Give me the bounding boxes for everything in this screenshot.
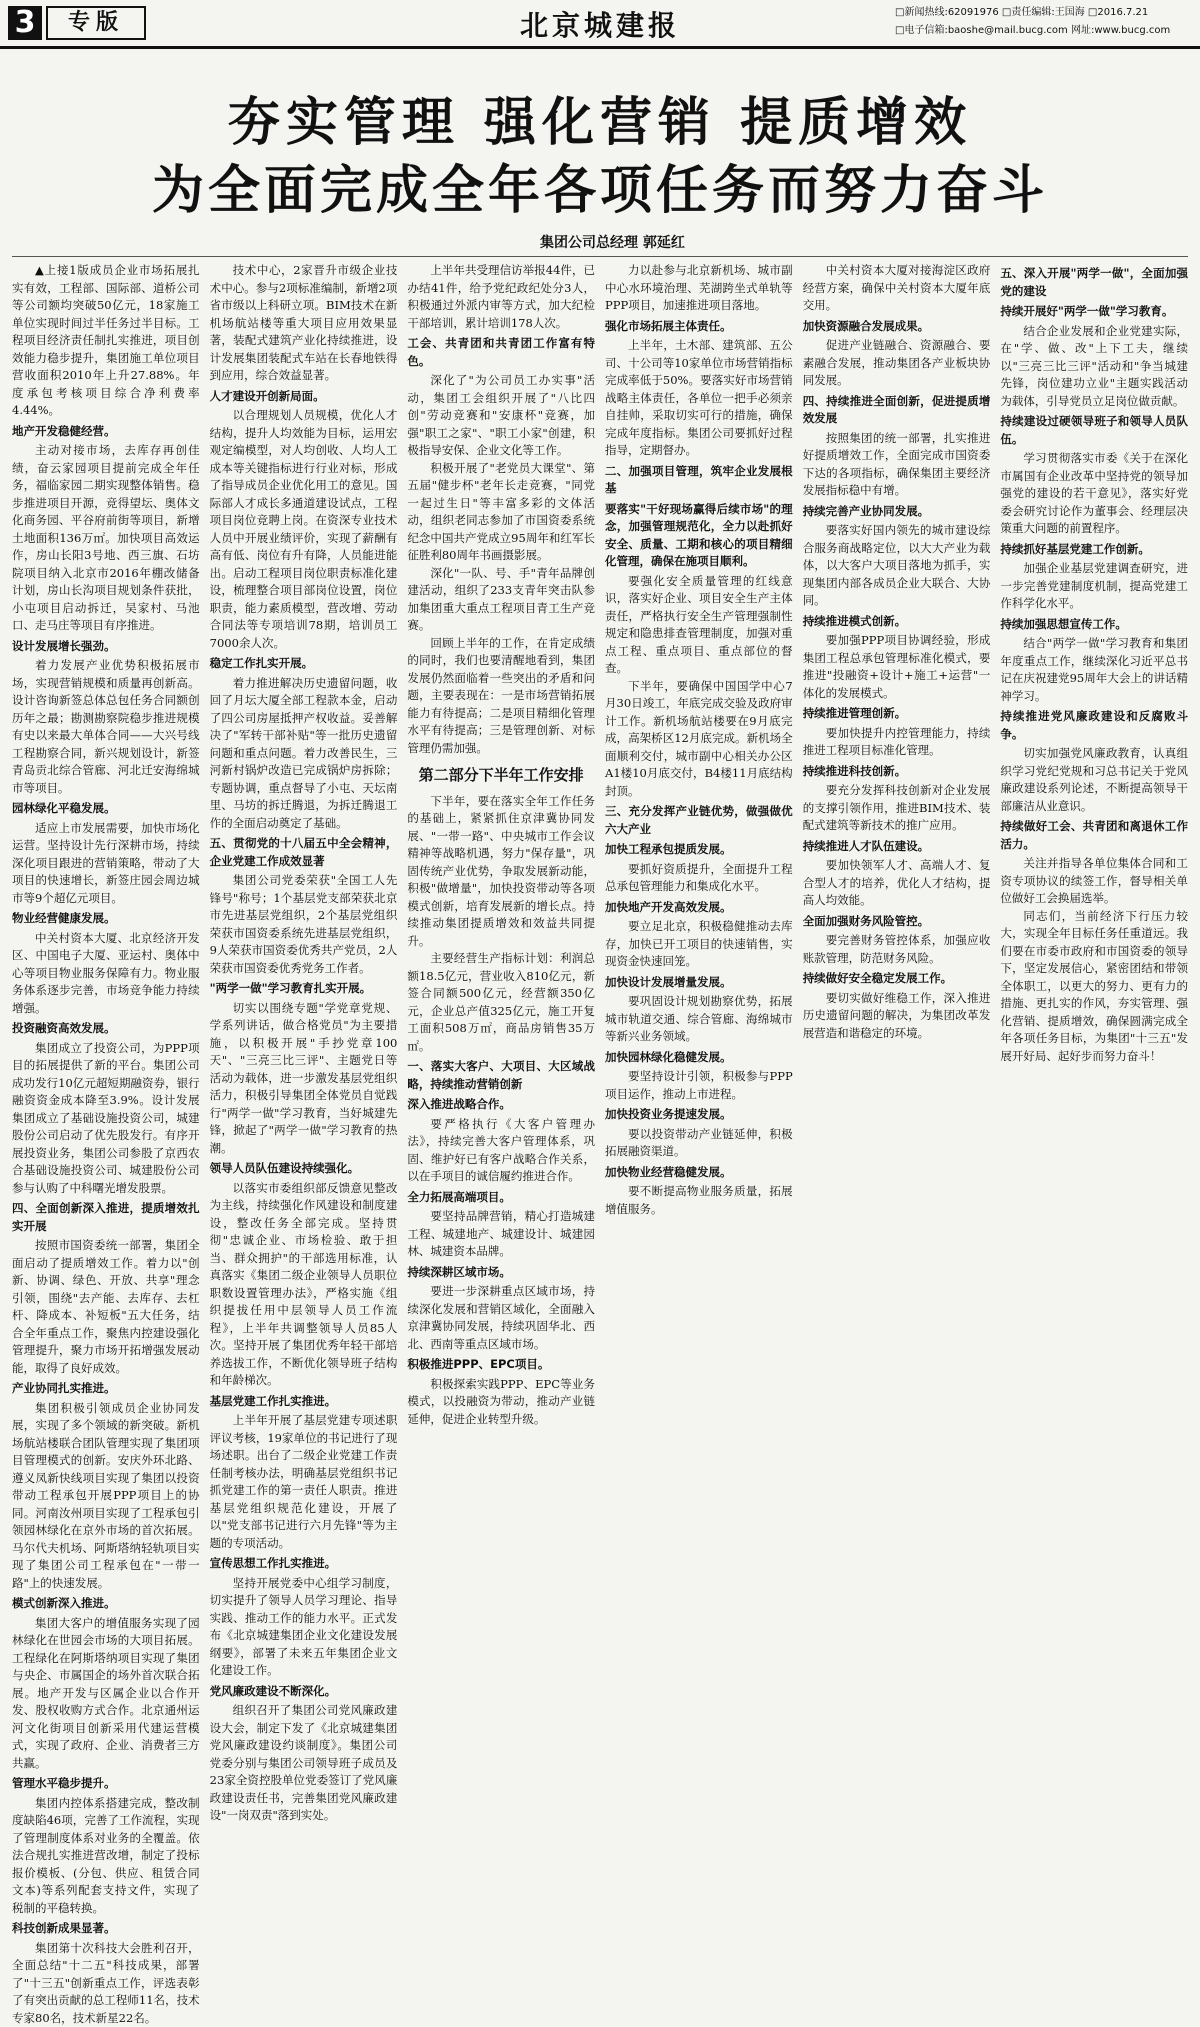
text-column-1 [12,262,200,1712]
subheading: 加快设计发展增量发展。 [605,974,793,992]
paragraph: 主动对接市场，去库存再创佳绩，奋云家园项目提前完成全年任务，福临家园二期实现整体销售。稳步推进项目开源，竞得望坛、奥体文化商务园、平谷府前街等项目，新增土地面积136万㎡。加快项目高效运作，房山长阳3号地、西三旗、石坊院项目纳入北京市2016年棚改储备计划，房山长沟项目规划条件获批，小屯项目启动拆迁，吴家村、马池口、走马庄等项目有序推进。 [12,442,200,635]
subheading: 持续推进党风廉政建设和反腐败斗争。 [1000,708,1188,743]
paragraph: 同志们，当前经济下行压力较大，实现全年目标任务任重道远。我们要在市委市政府和市国资委的领导下，坚定发展信心，紧密团结和带领全体职工，以更大的努力、更有力的措施、更扎实的作风，夯实管理、强化营销、提质增效，确保圆满完成全年各项任务目标，为集团"十三五"发展开好局、起好步而努力奋斗！ [1000,908,1188,1066]
subheading: 加快园林绿化稳健发展。 [605,1049,793,1067]
paragraph: 加强企业基层党建调查研究，进一步完善党建制度机制，提高党建工作科学化水平。 [1000,560,1188,613]
paragraph: 要抓好资质提升，全面提升工程总承包管理能力和集成化水平。 [605,861,793,896]
subheading: 加快工程承包提质发展。 [605,841,793,859]
paragraph: 按照市国资委统一部署，集团全面启动了提质增效工作。着力以"创新、协调、绿色、开放、共享"理念引领，围绕"去产能、去库存、去杠杆、降成本、补短板"五大任务，结合全年重点工作，聚焦内控建设强化管理提升，聚力市场开拓增强发展动能，取得了良好成效。 [12,1237,200,1377]
byline: 集团公司总经理 郭延红 [540,232,685,252]
subheading: 加快物业经营稳健发展。 [605,1164,793,1182]
subheading: 持续推进科技创新。 [803,763,991,781]
subheading: 模式创新深入推进。 [12,1595,200,1613]
paragraph: 回顾上半年的工作，在肯定成绩的同时，我们也要清醒地看到，集团发展仍然面临着一些突出的矛盾和问题，主要表现在：一是市场营销拓展能力有待提高；二是项目精细化管理水平有待提高；三是管理创新、对标管理仍需加强。 [407,635,595,758]
subheading: 加快资源融合发展成果。 [803,318,991,336]
paragraph: 要巩固设计规划勘察优势，拓展城市轨道交通、综合管廊、海绵城市等新兴业务领域。 [605,993,793,1046]
divider [12,256,1188,257]
website[interactable]: 网址:www.bucg.com [1071,25,1170,36]
paragraph: 着力发展产业优势积极拓展市场，实现营销规模和质量再创新高。设计咨询新签总体总包任务合同额创历年之最；勘测勘察院稳步推进规模有史以来最大单体合同——大兴号线工程勘察合同，新兴规划设计，新签青岛贡北综合管廊、河北迁安海绵城市等项目。 [12,657,200,797]
masthead [0,0,1200,49]
subheading: 四、全面创新深入推进，提质增效扎实开展 [12,1200,200,1235]
paragraph: 组织召开了集团公司党风廉政建设大会，制定下发了《北京城建集团党风廉政建设约谈制度》。集团公司党委分别与集团公司领导班子成员及23家全资控股单位党委签订了党风廉政建设责任书，完善集团党风廉政建设"一岗双责"落到实处。 [210,1702,398,1825]
subheading: 强化市场拓展主体责任。 [605,318,793,336]
paragraph: 集团成立了投资公司，为PPP项目的拓展提供了新的平台。集团公司成功发行10亿元超短期融资券，银行融资资金成本降至3.9%。设计发展集团成立了基础设施投资公司，城建股份公司启动了优先股发行。有序开展投资业务，集团公司参股了京西农合基础设施投资公司、城建股份公司参与认购了中科曙光增发股票。 [12,1040,200,1198]
subheading: 二、加强项目管理，筑牢企业发展根基 [605,463,793,498]
paragraph: 积极探索实践PPP、EPC等业务模式，以投融资为带动，推动产业链延伸，促进企业转型升级。 [407,1376,595,1429]
paragraph: 学习贯彻落实市委《关于在深化市属国有企业改革中坚持党的领导加强党的建设的若干意见》，落实好党委会研究讨论作为董事会、经理层决策重大问题的前置程序。 [1000,450,1188,538]
paragraph: ▲上接1版成员企业市场拓展扎实有效，工程部、国际部、道桥公司等公司额均突破50亿元，18家施工单位实现时间过半任务过半目标。工程项目经济责任制扎实推进，项目创效能力稳步提升，集团施工单位项目营收面积2010年上升27.88%。年度承包考核项目综合净利费率4.44%。 [12,262,200,420]
subheading: 深入推进战略合作。 [407,1096,595,1114]
issue-date: □2016.7.21 [1088,7,1148,18]
paragraph: 要坚持品牌营销，精心打造城建工程、城建地产、城建设计、城建园林、城建资本品牌。 [407,1208,595,1261]
subheading: 地产开发稳健经营。 [12,423,200,441]
subheading: 领导人员队伍建设持续强化。 [210,1160,398,1178]
paragraph: 上半年开展了基层党建专项述职评议考核，19家单位的书记进行了现场述职。出台了二级企业党建工作责任制考核办法，明确基层党组织书记抓党建工作的第一责任人职责。推进基层党组织规范化建设，开展了以"党支部书记进行六月先锋"等为主题的专项活动。 [210,1412,398,1552]
subheading: 物业经营健康发展。 [12,910,200,928]
subheading: 五、深入开展"两学一做"，全面加强党的建设 [1000,265,1188,300]
subheading: 要落实"干好现场赢得后续市场"的理念，加强管理规范化，全力以赴抓好安全、质量、工期和核心的项目精细化管理，确保在施项目顺利。 [605,501,793,571]
news-hotline: □新闻热线:62091976 [895,7,999,18]
paragraph: 结合企业发展和企业党建实际，在"学、做、改"上下工夫，继续以"三亮三比三评"活动和"争当城建先锋，岗位建功立业"主题实践活动为载体，引导党员立足岗位做贡献。 [1000,323,1188,411]
subheading: 管理水平稳步提升。 [12,1775,200,1793]
paragraph: 要加快领军人才、高端人才、复合型人才的培养，优化人才结构，提高人均效能。 [803,857,991,910]
subheading: 产业协同扎实推进。 [12,1380,200,1398]
subheading: 持续深耕区域市场。 [407,1264,595,1282]
paragraph: 要严格执行《大客户管理办法》，持续完善大客户管理体系，巩固、维护好已有客户战略合作关系，以在手项目的诚信履约推进合作。 [407,1116,595,1186]
paragraph: 下半年，要在落实全年工作任务的基础上，紧紧抓住京津冀协同发展、"一带一路"、中央城市工作会议精神等战略机遇，努力"保存量"，巩固传统产业优势，争取发展新动能，积极"做增量"，加快投资带动等各项模式创新，培育发展新的增长点。持续推动集团提质增效和效益共同提升。 [407,793,595,951]
paragraph: 以落实市委组织部反馈意见整改为主线，持续强化作风建设和制度建设，整改任务全部完成。坚持贯彻"忠诚企业、市场检验、敢于担当、群众拥护"的干部选用标准，认真落实《集团二级企业领导人员职位职数设置管理办法》，严格实施《组织提拔任用中层领导人员工作流程》，上半年共调整领导人员85人次。坚持开展了集团优秀年轻干部培养选拔工作，不断优化领导班子结构和年龄梯次。 [210,1180,398,1390]
paragraph: 要切实做好维稳工作，深入推进历史遗留问题的解决，为集团改革发展营造和谐稳定的环境。 [803,990,991,1043]
paragraph: 要坚持设计引领，积极参与PPP项目运作，推动上市进程。 [605,1068,793,1103]
section-label: 专版 [46,6,146,40]
paragraph: 集团第十次科技大会胜利召开，全面总结"十二五"科技成果，部署了"十三五"创新重点工作，评选表彰了有突出贡献的总工程师11名，技术专家80名，技术新星22名。 [12,1940,200,2027]
subheading: 投资融资高效发展。 [12,1020,200,1038]
subheading: 工会、共青团和共青团工作富有特色。 [407,335,595,370]
newspaper-name: 北京城建报 [520,4,680,44]
paragraph: 要加快提升内控管理能力，持续推进工程项目标准化管理。 [803,725,991,760]
responsible-editor: □责任编辑:王国海 [1002,7,1085,18]
subheading: 科技创新成果显著。 [12,1920,200,1938]
paragraph: 力以赴参与北京新机场、城市副中心水环境治理、芜湖跨坐式单轨等PPP项目，加速推进项目落地。 [605,262,793,315]
subheading: 第二部分下半年工作安排 [407,767,595,785]
article-body [12,262,1188,1712]
paragraph: 结合"两学一做"学习教育和集团年度重点工作，继续深化习近平总书记在庆祝建党95周年大会上的讲话精神学习。 [1000,635,1188,705]
paragraph: 集团大客户的增值服务实现了园林绿化在世园会市场的大项目拓展。工程绿化在阿斯塔纳项目实现了集团与央企、市属国企的场外首次联合拓展。地产开发与区属企业以合作开发、股权收购方式合作。北京通州运河文化街项目创新采用代建运营模式，实现了政府、企业、消费者三方共赢。 [12,1615,200,1773]
subheading: 持续加强思想宣传工作。 [1000,616,1188,634]
subheading: 全力拓展高端项目。 [407,1189,595,1207]
paragraph: 以合理规划人员规模，优化人才结构，提升人均效能为目标，运用宏观定编模型，对人均创收、人均人工成本等关键指标进行行业对标，形成了指导成员企业优化用工的意见。国际部人才成长多通道建设试点，工程项目岗位竞聘上岗。在资深专业技术人员中开展业绩评价，实现了薪酬有高有低、岗位有升有降，人员能进能出。启动工程项目岗位职责标准化建设，梳理整合项目部岗位设置，岗位职责，能力素质模型，营改增、劳动合同法等专项培训78期，培训员工7000余人次。 [210,407,398,652]
subheading: 加快地产开发高效发展。 [605,899,793,917]
paragraph: 切实加强党风廉政教育，认真组织学习党纪党规和习总书记关于党风廉政建设系列论述，不断提高领导干部廉洁从业意识。 [1000,745,1188,815]
text-column-4 [605,262,793,1712]
paragraph: 切实以围绕专题"学党章党规、学系列讲话，做合格党员"为主要措施，以积极开展"手抄党章100天"、"三亮三比三评"、主题党日等活动为载体，进一步激发基层党组织活力，积极引导集团全体党员自觉践行"两学一做"学习教育，当好城建先锋，掀起了"两学一做"学习教育的热潮。 [210,1000,398,1158]
paragraph: 集团公司党委荣获"全国工人先锋号"称号；1个基层党支部荣获北京市先进基层党组织，2个基层党组织荣获市国资委系统先进基层党组织，9人荣获市国资委优秀共产党员，2人荣获市国资委优秀党务工作者。 [210,872,398,977]
subheading: 持续做好安全稳定发展工作。 [803,970,991,988]
subheading: 持续抓好基层党建工作创新。 [1000,541,1188,559]
subheading: 一、落实大客户、大项目、大区域战略，持续推动营销创新 [407,1058,595,1093]
paragraph: 技术中心，2家晋升市级企业技术中心。参与2项标准编制，新增2项省市级以上科研立项。BIM技术在新机场航站楼等重大项目应用效果显著，装配式建筑产业化持续推进，设计发展集团装配式车站在长春地铁得到应用，综合效益显著。 [210,262,398,385]
paragraph: 上半年，土木部、建筑部、五公司、十公司等10家单位市场营销指标完成率低于50%。要落实好市场营销战略主体责任，各单位一把手必须亲自挂帅，采取切实可行的措施，确保完成年度指标。集团公司要抓好过程指导，定期督办。 [605,337,793,460]
paragraph: 集团内控体系搭建完成，整改制度缺陷46项，完善了工作流程，实现了管理制度体系对业务的全覆盖。依法合规扎实推进营改增，制定了投标报价模板、(分包、供应、租赁合同文本)等系列配套支持文件，实现了税制的平稳转换。 [12,1795,200,1918]
text-column-3 [407,262,595,1712]
subheading: 持续开展好"两学一做"学习教育。 [1000,303,1188,321]
subheading: 加快投资业务提速发展。 [605,1106,793,1124]
text-column-5 [803,262,991,1712]
paragraph: 要加强PPP项目协调经验，形成集团工程总承包管理标准化模式，要推进"投融资+设计+施工+运营"一体化的发展模式。 [803,632,991,702]
paragraph: 要立足北京，积极稳健推动去库存，加快已开工项目的快速销售，实现资金快速回笼。 [605,918,793,971]
subheading: 持续建设过硬领导班子和领导人员队伍。 [1000,413,1188,448]
subheading: 持续做好工会、共青团和离退休工作活力。 [1000,818,1188,853]
subheading: 积极推进PPP、EPC项目。 [407,1356,595,1374]
paragraph: 要进一步深耕重点区域市场，持续深化发展和营销区域化，全面融入京津冀协同发展，持续巩固华北、西北、西南等重点区域市场。 [407,1283,595,1353]
subheading: 全面加强财务风险管控。 [803,913,991,931]
subheading: 宣传思想工作扎实推进。 [210,1555,398,1573]
paragraph: 要完善财务管控体系，加强应收账款管理，防范财务风险。 [803,932,991,967]
email[interactable]: □电子信箱:baoshe@mail.bucg.com [895,25,1068,36]
page-number: 3 [8,6,42,40]
paragraph: 上半年共受理信访举报44件，已办结41件，给予党纪政纪处分3人，积极通过外派内审等方式，加大纪检干部培训，累计培训178人次。 [407,262,595,332]
subheading: 人才建设开创新局面。 [210,388,398,406]
masthead-meta [895,4,1195,40]
subheading: 持续完善产业协同发展。 [803,503,991,521]
paragraph: 积极开展了"老党员大课堂"、第五届"健步杯"老年长走竞赛，"同党一起过生日"等丰富多彩的文体活动，组织老同志参加了市国资委系统纪念中国共产党成立95周年和红军长征胜利80周年书画摄影展。 [407,460,595,565]
subheading: 园林绿化平稳发展。 [12,800,200,818]
paragraph: 要充分发挥科技创新对企业发展的支撑引领作用，推进BIM技术、装配式建筑等新技术的推广应用。 [803,782,991,835]
text-column-6 [1000,262,1188,1712]
paragraph: 着力推进解决历史遗留问题，收回了月坛大厦全部工程款本金，启动了四公司房屋抵押产权收益。妥善解决了"军转干部补贴"等一批历史遗留问题和重点问题。着力改善民生，三河新村锅炉改造已完成锅炉房拆除；专题协调，重点督导了小屯、天坛南里、马坊的拆迁腾退，为拆迁腾退工作的全面启动奠定了基础。 [210,675,398,833]
subheading: 设计发展增长强劲。 [12,638,200,656]
paragraph: 要强化安全质量管理的红线意识，落实好企业、项目安全生产主体责任，严格执行安全生产管理强制性规定和隐患排查管理制度，加强对重点工程、重点项目、重点部位的督查。 [605,573,793,678]
subheading: 基层党建工作扎实推进。 [210,1393,398,1411]
subheading: "两学一做"学习教育扎实开展。 [210,980,398,998]
paragraph: 促进产业链融合、资源融合、要素融合发展，推动集团各产业板块协同发展。 [803,337,991,390]
paragraph: 集团积极引领成员企业协同发展，实现了多个领域的新突破。新机场航站楼联合团队管理实现了集团项目管理模式的创新。安庆外环北路、遵义凤新快线项目实现了集团以投资带动工程承包开展PPP项目上的协同。河南汝州项目实现了工程承包引领园林绿化在京外市场的首次拓展。马尔代夫机场、阿斯塔纳轻轨项目实现了集团公司工程承包在"一带一路"上的快速发展。 [12,1400,200,1593]
paragraph: 要落实好国内领先的城市建设综合服务商战略定位，以大大产业为载体，以大客户大项目落地为抓手，实现集团内部各成员企业大联合、大协同。 [803,522,991,610]
paragraph: 按照集团的统一部署，扎实推进好提质增效工作，全面完成市国资委下达的各项指标，确保集团主要经济发展指标稳中有增。 [803,430,991,500]
paragraph: 要不断提高物业服务质量，拓展增值服务。 [605,1183,793,1218]
paragraph: 中关村资本大厦、北京经济开发区、中国电子大厦、亚运村、奥体中心等项目物业服务保障有力。物业服务体系逐步完善，市场竞争能力持续增强。 [12,930,200,1018]
paragraph: 下半年，要确保中国国学中心7月30日竣工，年底完成交验及政府审计工作。新机场航站楼要在9月底完成，高架桥区12月底完成。新机场全面顺利交付，城市副中心相关办公区A1楼10月底交付，B4楼11月底结构封顶。 [605,678,793,801]
subheading: 持续推进人才队伍建设。 [803,838,991,856]
paragraph: 主要经营生产指标计划：利润总额18.5亿元，营业收入810亿元，新签合同额500亿元，经营额350亿元，企业总产值325亿元，施工开复工面积508万㎡，商品房销售35万㎡。 [407,950,595,1055]
subheading: 三、充分发挥产业链优势，做强做优六大产业 [605,803,793,838]
paragraph: 深化"一队、号、手"青年品牌创建活动，组织了233支青年突击队参加集团重大重点工程项目青工生产竞赛。 [407,565,595,635]
headline-line-2: 为全面完成全年各项任务而努力奋斗 [0,148,1200,223]
paragraph: 适应上市发展需要，加快市场化运营。坚持设计先行深耕市场，持续深化项目跟进的营销策略，带动了大项目的快速增长，新签庄园会周边城市等9个超亿元项目。 [12,820,200,908]
subheading: 持续推进管理创新。 [803,705,991,723]
paragraph: 中关村资本大厦对接海淀区政府经营方案，确保中关村资本大厦年底交用。 [803,262,991,315]
paragraph: 深化了"为公司员工办实事"活动，集团工会组织开展了"八比四创"劳动竞赛和"安康杯"竞赛，加强"职工之家"、"职工小家"创建，积极指导安保、企业文化等工作。 [407,372,595,460]
text-column-2 [210,262,398,1712]
headline-line-1: 夯实管理 强化营销 提质增效 [0,80,1200,155]
subheading: 党风廉政建设不断深化。 [210,1683,398,1701]
paragraph: 要以投资带动产业链延伸，积极拓展融资渠道。 [605,1126,793,1161]
subheading: 五、贯彻党的十八届五中全会精神，企业党建工作成效显著 [210,835,398,870]
subheading: 持续推进模式创新。 [803,613,991,631]
subheading: 四、持续推进全面创新，促进提质增效发展 [803,393,991,428]
subheading: 稳定工作扎实开展。 [210,655,398,673]
paragraph: 关注并指导各单位集体合同和工资专项协议的续签工作，督导相关单位做好工会换届选举。 [1000,855,1188,908]
paragraph: 坚持开展党委中心组学习制度，切实提升了领导人员学习理论、指导实践、推动工作的能力水平。正式发布《北京城建集团企业文化建设发展纲要》，部署了未来五年集团企业文化建设工作。 [210,1575,398,1680]
